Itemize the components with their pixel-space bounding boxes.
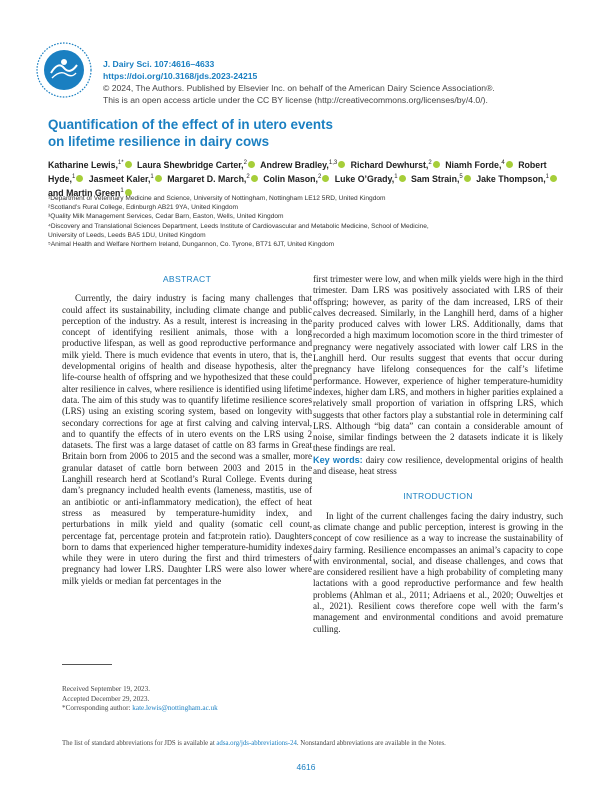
affiliation: ⁵Animal Health and Welfare Northern Ireland, Dungannon, Co. Tyrone, BT71 6JT, United Kingdom <box>48 241 335 249</box>
author-name: Niamh Forde, <box>445 159 502 170</box>
abstract-text-right: first trimester were low, and when milk yields were high in the third trimester. Dam LRS was positively associated with LRS of their offspring; however, as parity of the dam increased, LRS of their calves decreased. Similarly, in the Langhill herd, dams of a higher parity produced calves with lower LRS. Additionally, dams that recorded a high maximum locomotion score in the third trimester of pregnancy were negatively associated with lower calf LRS in the Langhill herd. Our results suggest that events that occur during pregnancy have lifelong consequences for the calf’s lifetime performance. However, experience of higher temperature-humidity indexes, higher dam LRS, and mothers in higher parities explained a relatively small proportion of variation in offspring LRS, which suggests that other factors play a substantial role in determining calf LRS. Although “big data” can contain a considerable amount of noise, similar findings between the 2 datasets indicate it is likely these findings are real. <box>313 274 563 454</box>
abbrev-link[interactable]: adsa.org/jds-abbreviations-24 <box>216 740 297 747</box>
abbrev-post: . Nonstandard abbreviations are available in the Notes. <box>296 740 446 747</box>
keywords <box>313 455 563 478</box>
right-column <box>313 274 563 635</box>
affiliations <box>48 194 568 249</box>
author <box>335 174 409 184</box>
author-name: Laura Shewbridge Carter, <box>137 159 244 170</box>
page-number: 4616 <box>296 762 316 772</box>
orcid-icon[interactable] <box>464 175 471 182</box>
doi-link[interactable]: https://doi.org/10.3168/jds.2023-24215 <box>103 71 258 81</box>
introduction-heading: INTRODUCTION <box>403 491 473 502</box>
author <box>48 160 135 170</box>
author-affiliation-marker: 2 <box>428 160 432 166</box>
introduction-text: In light of the current challenges facing the dairy industry, such as climate change and public perception, interest is growing in the concept of cow resilience as a way to increase the sustainability of dairy farming. Resilience encompasses an animal’s capacity to cope with environmental, social, and disease challenges, and cows that are considered resilient have a high probability of completing many lactations with a good reproductive performance and few health problems (Ahlman et al., 2011; Adriaens et al., 2020; Ouweltjes et al., 2021). Resilient cows therefore cope well with the farm’s management and environmental conditions and avoid premature culling. <box>313 510 563 634</box>
author-affiliation-marker: 1,3 <box>328 160 338 166</box>
corresponding-author <box>62 704 312 714</box>
author <box>137 160 258 170</box>
orcid-icon[interactable] <box>322 175 329 182</box>
author-affiliation-marker: 1* <box>117 160 124 166</box>
corresponding-label: *Corresponding author: <box>62 704 133 713</box>
orcid-icon[interactable] <box>251 175 258 182</box>
title-line: on lifetime resilience in dairy cows <box>48 134 270 149</box>
affiliation: ²Scotland’s Rural College, Edinburgh AB21 9YA, United Kingdom <box>48 204 238 212</box>
author-name: and Martin Green <box>48 187 121 198</box>
author-name: Sam Strain, <box>411 173 460 184</box>
affiliation: ⁴Discovery and Translational Sciences Department, Leeds Institute of Cardiovascular and Metabolic Medicine, School of Medicine, <box>48 222 429 230</box>
adsa-journal-logo <box>34 40 94 100</box>
journal-citation: J. Dairy Sci. 107:4616–4633 <box>103 59 215 69</box>
author-name: Margaret D. March, <box>167 173 247 184</box>
author <box>411 174 474 184</box>
keywords-text: dairy cow resilience, developmental origins of health and disease, heat stress <box>313 454 563 477</box>
abstract-heading: ABSTRACT <box>162 274 212 284</box>
left-column <box>62 274 312 587</box>
author-name: Robert Hyde, <box>48 159 547 184</box>
received-date: Received September 19, 2023. <box>62 685 151 693</box>
orcid-icon[interactable] <box>125 161 132 168</box>
author-affiliation-marker: 1 <box>120 187 124 194</box>
affiliation: ³Quality Milk Management Services, Cedar Barn, Easton, Wells, United Kingdom <box>48 213 284 221</box>
orcid-icon[interactable] <box>76 175 83 182</box>
corresponding-email-link[interactable]: kate.lewis@nottingham.ac.uk <box>132 704 218 713</box>
author-affiliation-marker: 2 <box>317 173 322 180</box>
orcid-icon[interactable] <box>550 175 557 182</box>
abstract-text-left: Currently, the dairy industry is facing many challenges that could affect its sustainability, including climate change and public perception of the industry. As a result, interest is increasing in the concept of identifying resilient animals, those with a long productive lifespan, as well as good reproductive performance and milk yield. There is much evidence that events in utero, that is, the developmental origins of health and disease hypothesis, alter the life-course health of offspring and we hypothesized that these could alter resilience in calves, where resilience is identified using lifetime data. The aim of this study was to quantify lifetime resilience scores (LRS) using an existing scoring system, based on longevity with secondary corrections for age at first calving and calving interval, and to quantify the effects of in utero events on the LRS using 2 datasets. The first was a large dataset of cattle on 83 farms in Great Britain born from 2006 to 2015 and the second was a smaller, more granular dataset of cattle born between 2003 and 2015 in the Langhill research herd at Scotland’s Rural College. Events during dam’s pregnancy included health events (lameness, mastitis, use of an antibiotic or anti-inflammatory medication), the effect of heat stress as measured by temperature-humidity index, and perturbations in milk yield and quality (somatic cell count, percentage fat, percentage protein and fat:protein ratio). Daughters born to dams that experienced higher temperature-humidity indexes while they were in utero during the first and third trimesters of pregnancy had lower LRS. Daughter LRS were also lower where milk yields or median fat percentages in the <box>62 293 312 586</box>
author <box>476 174 560 184</box>
orcid-icon[interactable] <box>155 175 162 182</box>
author-affiliation-marker: 2 <box>243 160 247 166</box>
author-name: Jasmeet Kaler, <box>88 173 151 184</box>
author <box>260 160 348 170</box>
author-name: Jake Thompson, <box>476 173 546 184</box>
orcid-icon[interactable] <box>433 161 440 168</box>
author-affiliation-marker: 1 <box>71 173 76 180</box>
author-affiliation-marker: 1 <box>394 173 398 180</box>
author <box>351 160 443 170</box>
author-affiliation-marker: 4 <box>501 160 505 166</box>
orcid-icon[interactable] <box>399 175 406 182</box>
keywords-label: Key words: <box>313 454 363 465</box>
author-name: Luke O’Grady, <box>334 173 395 184</box>
copyright-line: © 2024, The Authors. Published by Elsevier Inc. on behalf of the American Dairy Science Association®. <box>103 83 495 93</box>
orcid-icon[interactable] <box>506 161 513 168</box>
author-affiliation-marker: 2 <box>246 173 250 180</box>
orcid-icon[interactable] <box>248 161 255 168</box>
accepted-date: Accepted December 29, 2023. <box>62 694 150 703</box>
footnotes <box>62 664 312 714</box>
author <box>263 174 332 184</box>
abbrev-pre: The list of standard abbreviations for JDS is available at <box>62 740 217 747</box>
author-affiliation-marker: 1 <box>150 173 154 180</box>
title-line: Quantification of the effect of in utero events <box>48 117 333 132</box>
author <box>167 174 261 184</box>
author-affiliation-marker: 1 <box>545 173 549 180</box>
orcid-icon[interactable] <box>338 161 345 168</box>
journal-info <box>103 58 495 106</box>
author <box>89 174 165 184</box>
author-name: Andrew Bradley, <box>260 159 329 170</box>
author-affiliation-marker: 5 <box>459 173 463 180</box>
author-name: Colin Mason, <box>263 173 318 184</box>
license-line: This is an open access article under the CC BY license (http://creativecommons.org/licenses/by/4.0/). <box>103 95 488 105</box>
article-title <box>48 116 333 150</box>
affiliation: University of Leeds, Leeds BA5 1DU, United Kingdom <box>48 231 206 239</box>
abbreviations-note <box>62 740 562 747</box>
author-name: Katharine Lewis, <box>48 159 118 170</box>
author-list <box>48 157 568 199</box>
author-name: Richard Dewhurst, <box>350 159 429 170</box>
footnote-rule <box>62 664 112 665</box>
author <box>445 160 516 170</box>
affiliation: ¹Department of Veterinary Medicine and Science, University of Nottingham, Nottingham LE12 5RD, United Kingdom <box>48 195 386 202</box>
